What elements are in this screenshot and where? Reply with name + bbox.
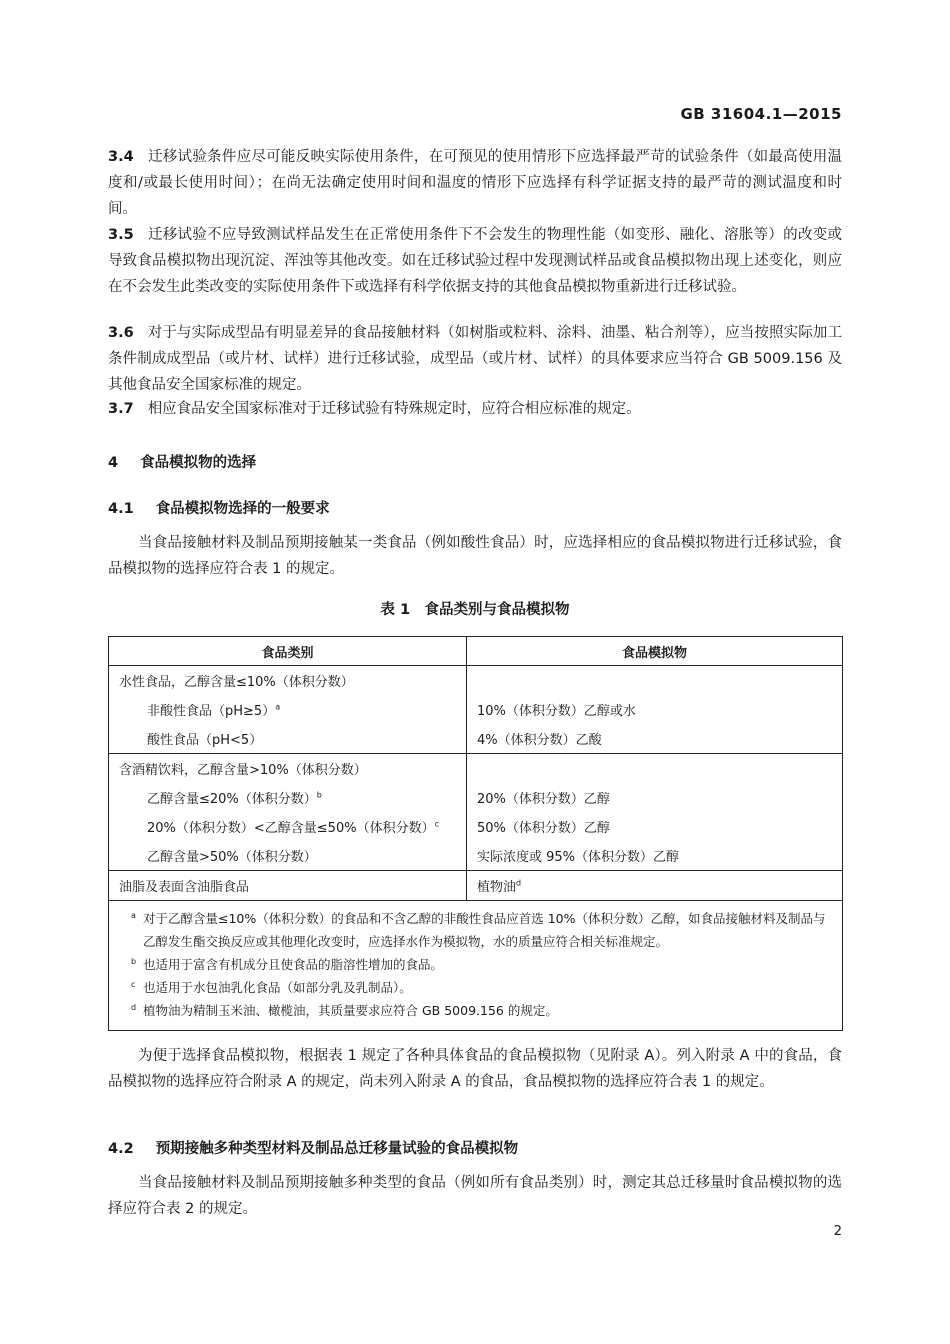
food-category-cell xyxy=(109,841,467,871)
food-category-cell xyxy=(109,754,467,784)
footnote-marker: c xyxy=(434,819,439,829)
food-category-text: 乙醇含量≤20%（体积分数） xyxy=(147,792,317,807)
section-4-heading xyxy=(108,451,256,472)
footnote-marker: c xyxy=(131,980,136,989)
table-footnote xyxy=(131,907,832,953)
section-title: 食品模拟物的选择 xyxy=(140,455,257,471)
section-number: 4.1 xyxy=(108,501,134,517)
food-category-text: 20%（体积分数）<乙醇含量≤50%（体积分数） xyxy=(147,821,435,836)
food-category-cell xyxy=(109,666,467,696)
food-category-text: 非酸性食品（pH≥5） xyxy=(147,704,276,719)
footnote-marker: a xyxy=(275,702,281,712)
food-category-cell xyxy=(109,871,467,901)
table-row xyxy=(109,841,843,871)
food-simulant-text: 10%（体积分数）乙醇或水 xyxy=(477,704,636,719)
table-row xyxy=(109,754,843,784)
footnote-text: 也适用于富含有机成分且使食品的脂溶性增加的食品。 xyxy=(143,957,444,972)
footnote-marker: d xyxy=(131,1003,137,1012)
clause-number: 3.4 xyxy=(108,149,134,165)
clause-3-6 xyxy=(108,320,842,398)
food-simulant-cell xyxy=(467,812,843,841)
page-number: 2 xyxy=(833,1224,842,1239)
clause-3-5 xyxy=(108,222,842,300)
food-simulant-cell xyxy=(467,754,843,784)
section-title: 预期接触多种类型材料及制品总迁移量试验的食品模拟物 xyxy=(155,1141,519,1157)
food-category-text: 乙醇含量>50%（体积分数） xyxy=(147,850,317,865)
table-row xyxy=(109,812,843,841)
clause-text: 相应食品安全国家标准对于迁移试验有特殊规定时，应符合相应标准的规定。 xyxy=(147,401,641,417)
food-simulant-text: 20%（体积分数）乙醇 xyxy=(477,792,610,807)
clause-text: 对于与实际成型品有明显差异的食品接触材料（如树脂或粒料、涂料、油墨、粘合剂等），应当按照实际加工条件制成成型品（或片材、试样）进行迁移试验，成型品（或片材、试样）的具体要求应当符合 GB 5009.156 及其他食品安全国家标准的规定。 xyxy=(108,325,842,393)
food-simulant-text: 实际浓度或 95%（体积分数）乙醇 xyxy=(477,850,680,865)
food-simulant-text: 植物油 xyxy=(477,880,517,895)
food-simulant-cell xyxy=(467,724,843,754)
section-4-1-heading xyxy=(108,497,330,518)
document-code: GB 31604.1—2015 xyxy=(680,105,842,123)
table-row xyxy=(109,871,843,901)
footnote-marker: a xyxy=(131,911,136,920)
paragraph-4-1: 当食品接触材料及制品预期接触某一类食品（例如酸性食品）时，应选择相应的食品模拟物进行迁移试验，食品模拟物的选择应符合表 1 的规定。 xyxy=(108,535,842,577)
food-category-cell xyxy=(109,724,467,754)
section-number: 4.2 xyxy=(108,1141,134,1157)
food-category-text: 水性食品，乙醇含量≤10%（体积分数） xyxy=(119,675,354,690)
table-row xyxy=(109,666,843,696)
food-simulant-cell xyxy=(467,666,843,696)
clause-number: 3.7 xyxy=(108,401,134,417)
food-simulant-cell xyxy=(467,695,843,724)
footnote-marker: b xyxy=(131,957,137,966)
table-footnote xyxy=(131,999,832,1022)
table-row xyxy=(109,695,843,724)
section-4-2-heading xyxy=(108,1137,518,1158)
column-header-food-category: 食品类别 xyxy=(109,637,467,666)
table-notes xyxy=(109,901,843,1031)
food-category-cell xyxy=(109,695,467,724)
footnote-text: 也适用于水包油乳化食品（如部分乳及乳制品）。 xyxy=(143,980,412,995)
food-simulant-cell xyxy=(467,783,843,812)
section-title: 食品模拟物选择的一般要求 xyxy=(155,501,330,517)
clause-3-4 xyxy=(108,144,842,222)
table-1-caption: 表 1 食品类别与食品模拟物 xyxy=(380,602,570,618)
clause-text: 迁移试验不应导致测试样品发生在正常使用条件下不会发生的物理性能（如变形、融化、溶胀等）的改变或导致食品模拟物出现沉淀、浑浊等其他改变。如在迁移试验过程中发现测试样品或食品模拟物出现上述变化，则应在不会发生此类改变的实际使用条件下或选择有科学依据支持的其他食品模拟物重新进行迁移试验。 xyxy=(108,227,842,295)
food-simulant-text: 4%（体积分数）乙酸 xyxy=(477,733,602,748)
section-number: 4 xyxy=(108,455,119,471)
clause-3-7 xyxy=(108,396,842,422)
clause-number: 3.6 xyxy=(108,325,134,341)
food-category-text: 油脂及表面含油脂食品 xyxy=(119,880,250,895)
table-footnote xyxy=(131,953,832,976)
paragraph-4-2: 当食品接触材料及制品预期接触多种类型的食品（例如所有食品类别）时，测定其总迁移量时食品模拟物的选择应符合表 2 的规定。 xyxy=(108,1175,842,1217)
clause-number: 3.5 xyxy=(108,227,134,243)
table-1 xyxy=(108,636,843,1031)
footnote-marker: d xyxy=(516,878,522,888)
footnote-text: 植物油为精制玉米油、橄榄油，其质量要求应符合 GB 5009.156 的规定。 xyxy=(143,1003,558,1018)
food-category-cell xyxy=(109,783,467,812)
footnote-marker: b xyxy=(316,790,322,800)
column-header-food-simulant: 食品模拟物 xyxy=(467,637,843,666)
table-footnote xyxy=(131,976,832,999)
paragraph-after-table: 为便于选择食品模拟物，根据表 1 规定了各种具体食品的食品模拟物（见附录 A）。列入附录 A 中的食品，食品模拟物的选择应符合附录 A 的规定，尚未列入附录 A 的食品，食品模拟物的选择应符合表 1 的规定。 xyxy=(108,1048,842,1090)
clause-text: 迁移试验条件应尽可能反映实际使用条件，在可预见的使用情形下应选择最严苛的试验条件（如最高使用温度和/或最长使用时间）；在尚无法确定使用时间和温度的情形下应选择有科学证据支持的最严苛的测试温度和时间。 xyxy=(108,149,842,217)
footnote-text: 对于乙醇含量≤10%（体积分数）的食品和不含乙醇的非酸性食品应首选 10%（体积分数）乙醇，如食品接触材料及制品与乙醇发生酯交换反应或其他理化改变时，应选择水作为模拟物，水的质量应符合相关标准规定。 xyxy=(143,911,826,949)
table-row xyxy=(109,783,843,812)
table-notes-row xyxy=(109,901,843,1031)
food-simulant-text: 50%（体积分数）乙醇 xyxy=(477,821,610,836)
food-simulant-cell xyxy=(467,871,843,901)
food-category-cell xyxy=(109,812,467,841)
food-simulant-cell xyxy=(467,841,843,871)
food-category-text: 酸性食品（pH<5） xyxy=(147,733,263,748)
table-row xyxy=(109,724,843,754)
food-category-text: 含酒精饮料，乙醇含量>10%（体积分数） xyxy=(119,763,367,778)
